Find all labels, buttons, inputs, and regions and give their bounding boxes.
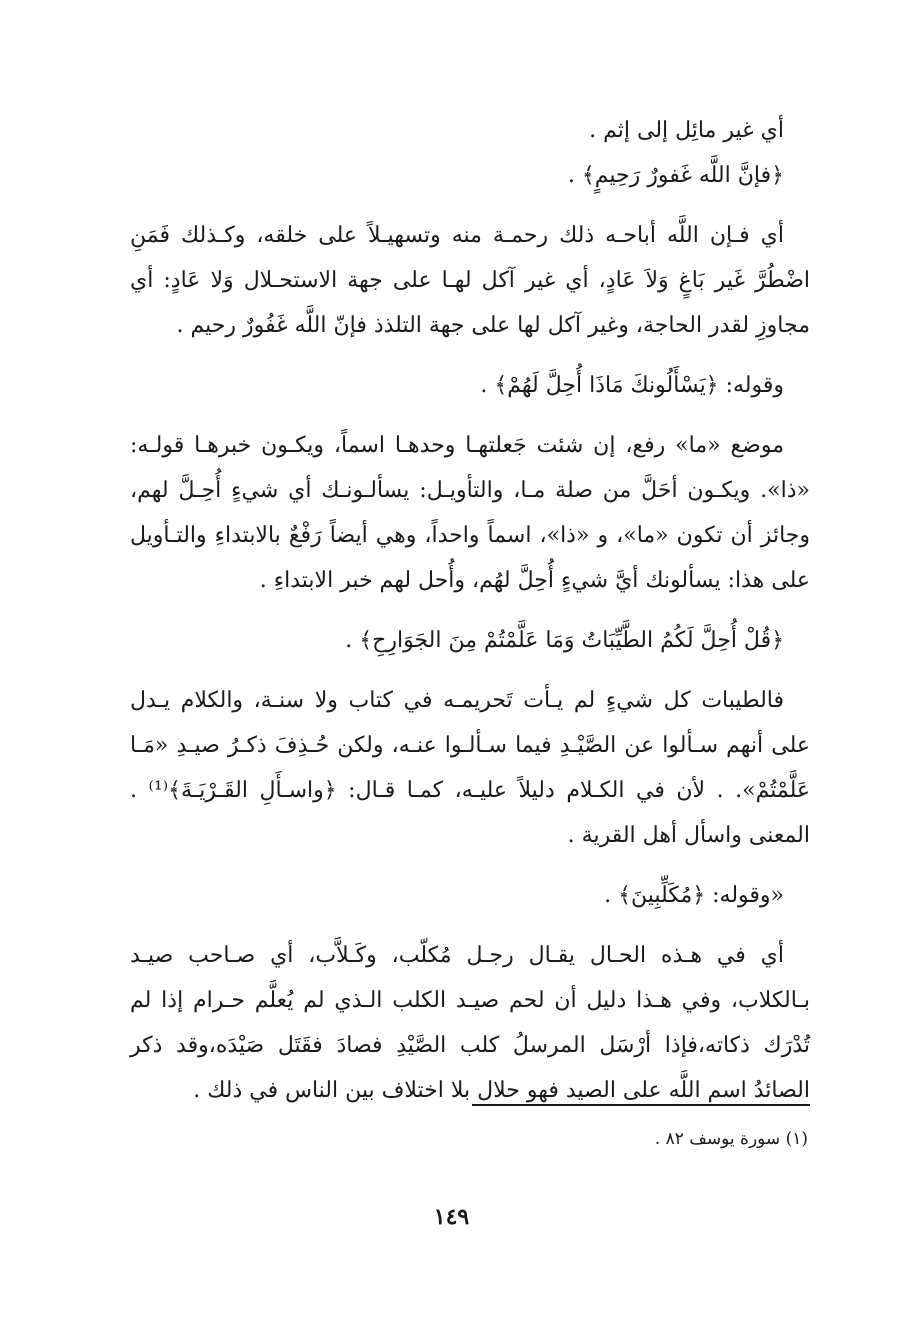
quran-verse: ﴿فإنَّ اللَّه غَفورٌ رَحِيمٍ﴾ . — [567, 163, 784, 188]
quran-verse: «وقوله: ﴿مُكَلِّبِينَ﴾ . — [604, 883, 784, 908]
text-line: أي غير مائِل إلى إثم . — [589, 118, 784, 143]
footnote: (١) سورة يوسف ٨٢ . — [654, 1129, 808, 1149]
paragraph-grammar: موضع «ما» رفع، إن شئت جَعلتهـا وحدهـا اسماً، ويكـون خبرهـا قولـه: «ذا». ويكـون أحَلَّ من صلة مـا، والتأويـل: يسألـونـك أي شيءٍ أُحِـلَّ لهم، وجائز أن تكون «ما»، و «ذا»، اسماً واحداً، وهي أيضاً رَفْعٌ بالابتداءِ والتـأويل على هذا: يسألونك أيَّ شيءٍ أُحِلَّ لهُم، وأُحل لهم خبر الابتداءِ . — [130, 433, 810, 593]
page-body — [130, 108, 810, 1128]
quran-verse: ﴿قُلْ أُحِلَّ لَكُمُ الطَّيِّبَاتُ وَمَا عَلَّمْتُمْ مِنَ الجَوَارِحِ﴾ . — [345, 628, 784, 653]
quran-verse: وقوله: ﴿يَسْأَلُونكَ مَاذَا أُحِلَّ لَهُمْ﴾ . — [480, 373, 784, 398]
page-number: ١٤٩ — [433, 1204, 470, 1230]
paragraph-tayyibat: فالطيبات كل شيءٍ لم يـأت تَحريمـه في كتاب ولا سنـة، والكلام يـدل على أنهم سـألوا عن الصَّيْـدِ فيما سـألـوا عنـه، ولكن حُـذِفَ ذكـرُ صيـدِ «مَـا عَلَّمْتُمْ». . لأن في الكـلام دليلاً عليـه، كمـا قـال: ﴿واسـأَلِ القَـرْيَـةَ﴾⁽¹⁾ . المعنى واسأل أهل القرية . — [130, 688, 810, 848]
paragraph-mercy: أي فـإن اللَّه أباحـه ذلك رحمـة منه وتسهيـلاً على خلقه، وكـذلك فَمَنِ اضْطُرَّ غَير بَاغٍ وَلاَ عَادٍ، أي غير آكل لهـا على جهة الاستحـلال وَلا عَادٍ: أي مجاوزِ لقدر الحاجة، وغير آكل لها على جهة التلذذ فإنّ اللَّه غَفُورٌ رحيم . — [130, 223, 810, 338]
footnote-divider — [472, 1104, 810, 1106]
paragraph-kilab: أي في هـذه الحـال يقـال رجـل مُكلّب، وكَـلاَّب، أي صـاحب صيـد بـالكلاب، وفي هـذا دليل أن لحم صيـد الكلب الـذي لم يُعلَّم حـرام إذا لم تُدْرَك ذكاته،فإذا أرْسَل المرسلُ كلب الصَّيْدِ فصادَ فقَتَل صَيْدَه،وقد ذكر الصائدُ اسم اللَّه على الصيد فهو حلال بلا اختلاف بين الناس في ذلك . — [130, 943, 810, 1103]
